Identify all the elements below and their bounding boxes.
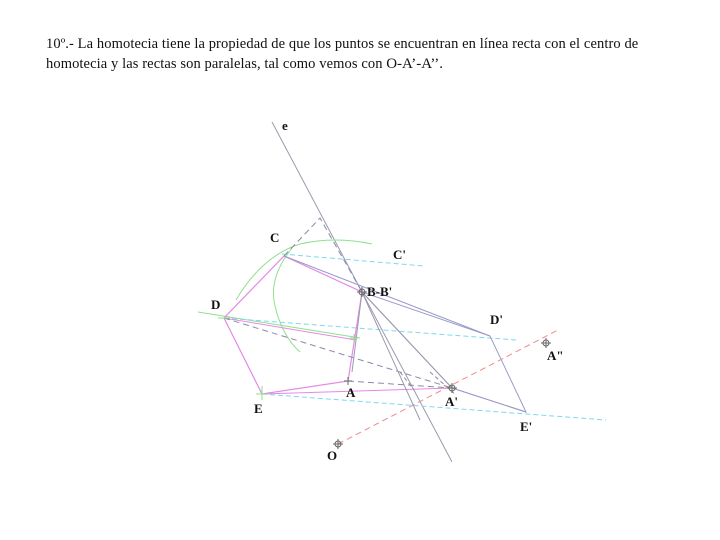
label-e: e (282, 118, 288, 133)
green-line (198, 312, 360, 338)
cyan-dash-3 (262, 394, 606, 420)
highlight-text: O-A’-A’’. (386, 56, 443, 72)
description-text: 10º.- La homotecia tiene la propiedad de que los puntos se encuentran en línea recta con el centro de homotecia y las rectas son paralelas, tal como vemos con (46, 36, 639, 72)
label-d: D (211, 297, 221, 312)
label-o: O (327, 448, 338, 463)
ray-b-aprime (362, 292, 452, 388)
magenta-ae-ext (262, 388, 452, 394)
ray-b-eprime (362, 292, 420, 420)
image-ae-line (452, 388, 526, 412)
label-a-double-prime: A" (547, 348, 564, 363)
construction-dash-dca (224, 318, 452, 388)
label-b-b-prime: B-B' (367, 284, 393, 299)
label-c-prime: C' (393, 247, 406, 262)
label-c: C (270, 230, 280, 245)
construction-dash-ea (348, 381, 452, 388)
original-polygon (224, 256, 362, 394)
label-e-prime: E' (520, 419, 533, 434)
image-polygon (362, 292, 526, 412)
label-d-prime: D' (490, 312, 503, 327)
green-arc-large (236, 240, 372, 300)
marker-a (344, 377, 352, 385)
magenta-diagonal (224, 318, 356, 340)
marker-a-double-prime (541, 338, 551, 348)
label-e-point: E (254, 401, 263, 416)
label-a-prime: A' (445, 394, 458, 409)
label-a: A (346, 385, 356, 400)
construction-dash-top (284, 218, 362, 292)
